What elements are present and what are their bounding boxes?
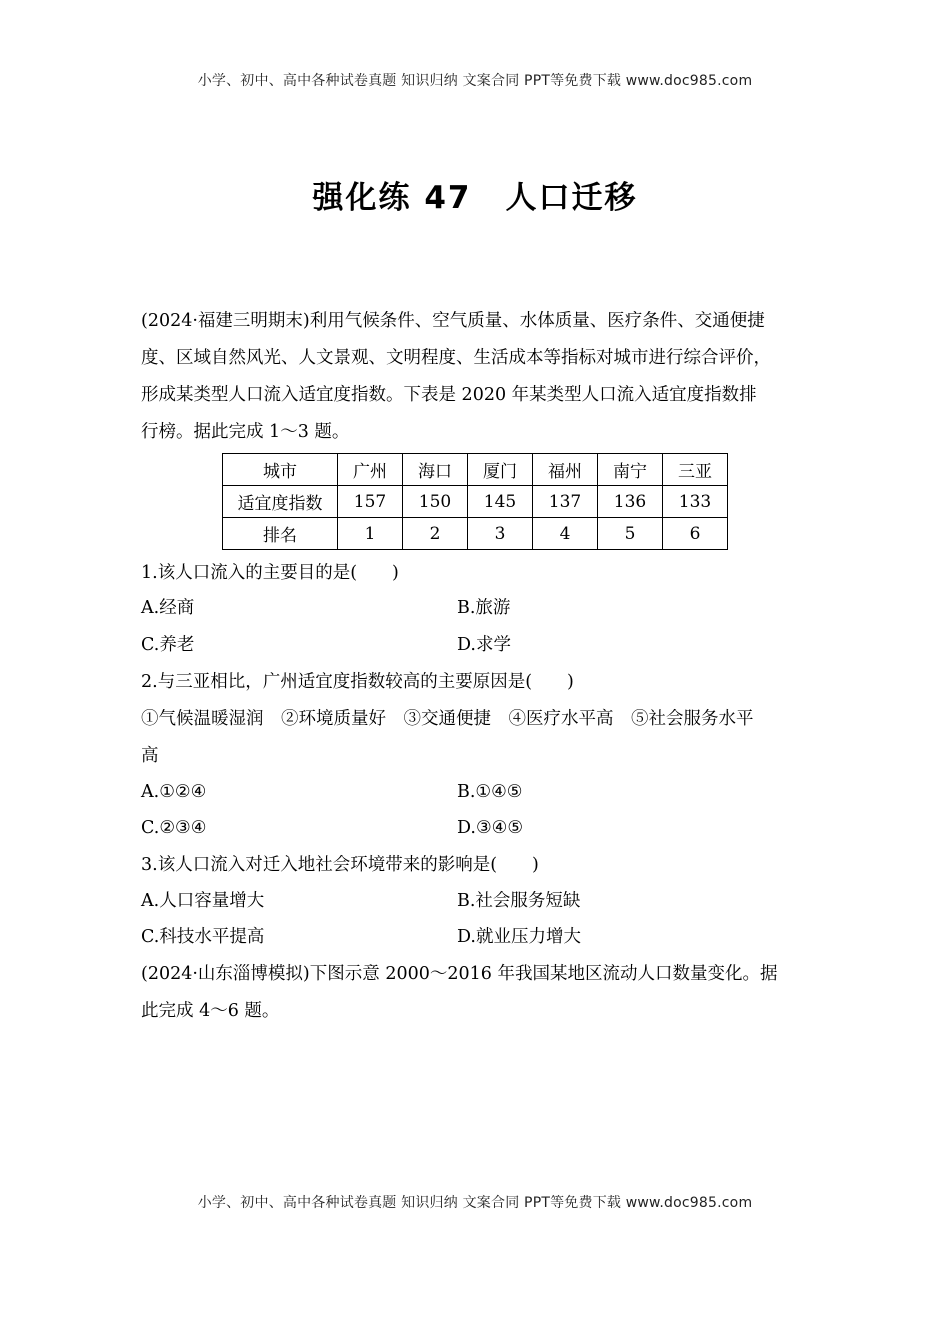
table-cell: 排名 [223,518,338,550]
table-cell: 133 [663,486,728,518]
table-row [223,454,728,486]
table-cell: 适宜度指数 [223,486,338,518]
table-cell: 6 [663,518,728,550]
q3-option-a: A.人口容量增大 [141,891,265,911]
intro-line: 度、区域自然风光、人文景观、文明程度、生活成本等指标对城市进行综合评价， [141,348,771,368]
table-cell: 三亚 [663,454,728,486]
question-3-stem: 3.该人口流入对迁入地社会环境带来的影响是( ) [141,855,539,875]
q1-option-a: A.经商 [141,598,195,618]
q1-option-b: B.旅游 [457,598,511,618]
q2-statements-cont: 高 [141,746,159,766]
intro-2-line: 此完成 4～6 题。 [141,1001,280,1021]
suitability-table [222,453,728,550]
q2-option-d: D.③④⑤ [457,818,524,838]
intro-line: 形成某类型人口流入适宜度指数。下表是 2020 年某类型人口流入适宜度指数排 [141,385,757,405]
table-cell: 2 [403,518,468,550]
question-1-stem: 1.该人口流入的主要目的是( ) [141,563,399,583]
table-cell: 广州 [338,454,403,486]
q2-option-a: A.①②④ [141,782,207,802]
table-cell: 1 [338,518,403,550]
table-row [223,486,728,518]
table-cell: 150 [403,486,468,518]
intro-line: 行榜。据此完成 1～3 题。 [141,422,350,442]
table-cell: 137 [533,486,598,518]
table-cell: 5 [598,518,663,550]
table-cell: 157 [338,486,403,518]
q2-option-b: B.①④⑤ [457,782,523,802]
intro-line: (2024·福建三明期末)利用气候条件、空气质量、水体质量、医疗条件、交通便捷 [141,311,765,331]
page-title [0,172,950,217]
table-cell: 海口 [403,454,468,486]
q3-option-b: B.社会服务短缺 [457,891,581,911]
page-footer: 小学、初中、高中各种试卷真题 知识归纳 文案合同 PPT等免费下载 www.doc985.com [197,1195,753,1211]
title-topic: 人口迁移 [505,180,638,216]
table-cell: 136 [598,486,663,518]
table-cell: 福州 [533,454,598,486]
q3-option-d: D.就业压力增大 [457,927,581,947]
q2-option-c: C.②③④ [141,818,207,838]
intro-2-line: (2024·山东淄博模拟)下图示意 2000～2016 年我国某地区流动人口数量变化。据 [141,964,778,984]
q1-option-d: D.求学 [457,635,511,655]
title-number: 强化练 47 [312,180,472,216]
page-header: 小学、初中、高中各种试卷真题 知识归纳 文案合同 PPT等免费下载 www.doc985.com [197,73,753,89]
table-cell: 厦门 [468,454,533,486]
table-cell: 南宁 [598,454,663,486]
table-cell: 城市 [223,454,338,486]
table-cell: 4 [533,518,598,550]
q2-statements: ①气候温暖湿润 ②环境质量好 ③交通便捷 ④医疗水平高 ⑤社会服务水平 [141,709,754,729]
table-cell: 3 [468,518,533,550]
question-2-stem: 2.与三亚相比，广州适宜度指数较高的主要原因是( ) [141,672,574,692]
table-cell: 145 [468,486,533,518]
table-row [223,518,728,550]
q1-option-c: C.养老 [141,635,195,655]
q3-option-c: C.科技水平提高 [141,927,265,947]
